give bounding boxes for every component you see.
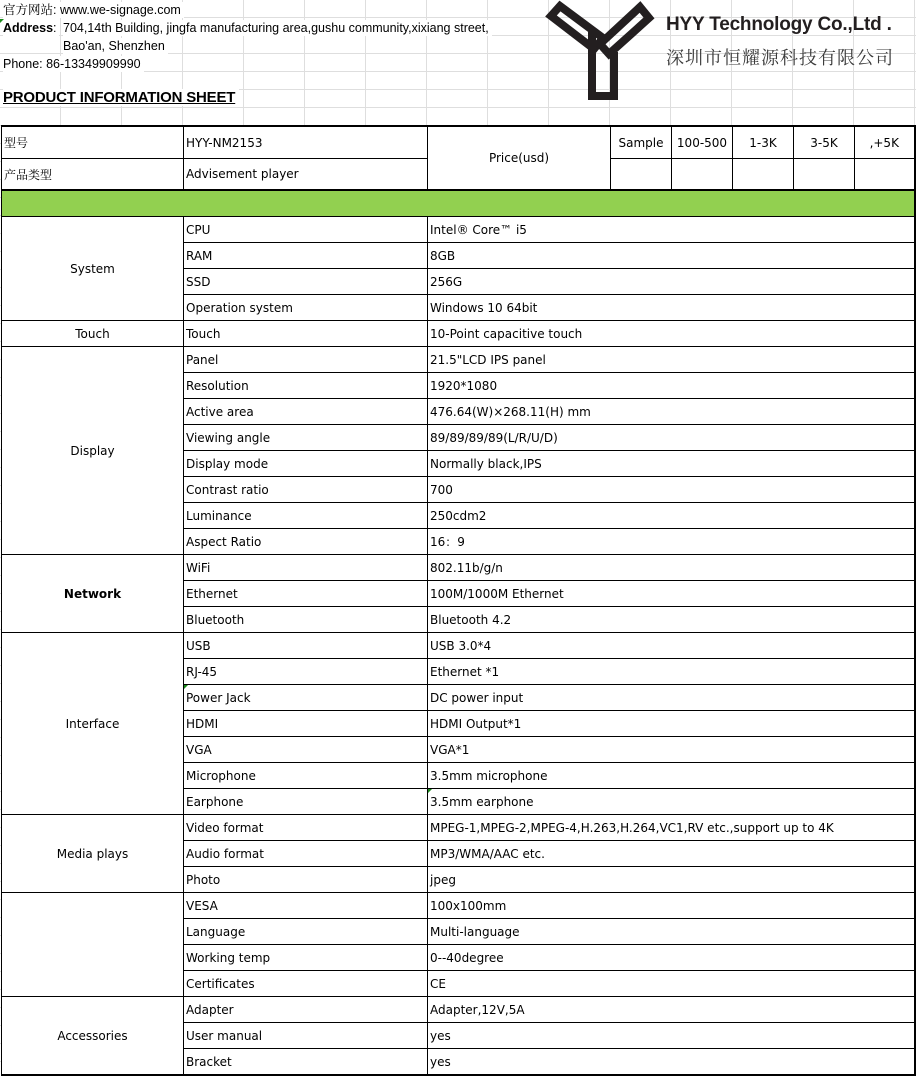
price-cell[interactable]	[794, 159, 855, 191]
spec-name: Language	[184, 919, 428, 945]
spec-value: Multi-language	[428, 919, 915, 945]
model-value: HYY-NM2153	[184, 126, 428, 159]
cell-marker	[184, 685, 188, 689]
spec-row	[2, 997, 915, 1023]
logo-right-link	[600, 7, 649, 54]
spec-name: Photo	[184, 867, 428, 893]
spec-row	[2, 633, 915, 659]
spec-value: 3.5mm microphone	[428, 763, 915, 789]
spec-value: Ethernet *1	[428, 659, 915, 685]
spec-name: RJ-45	[184, 659, 428, 685]
spec-name: HDMI	[184, 711, 428, 737]
spec-value: yes	[428, 1049, 915, 1076]
group-label: System	[2, 217, 184, 321]
price-tier-sample: Sample	[611, 126, 672, 159]
type-label: 产品类型	[2, 159, 184, 191]
spec-name: WiFi	[184, 555, 428, 581]
spec-value: Bluetooth 4.2	[428, 607, 915, 633]
spec-value: MP3/WMA/AAC etc.	[428, 841, 915, 867]
phone: Phone: 86-13349909990	[3, 56, 144, 72]
spec-value: 3.5mm earphone	[428, 789, 915, 815]
spec-value: Adapter,12V,5A	[428, 997, 915, 1023]
price-tier-3-5k: 3-5K	[794, 126, 855, 159]
spec-name: Resolution	[184, 373, 428, 399]
price-tier-1-3k: 1-3K	[733, 126, 794, 159]
spec-value: 476.64(W)×268.11(H) mm	[428, 399, 915, 425]
spec-name: RAM	[184, 243, 428, 269]
spec-name: Contrast ratio	[184, 477, 428, 503]
price-cell[interactable]	[855, 159, 915, 191]
spec-name: USB	[184, 633, 428, 659]
price-label: Price(usd)	[428, 126, 611, 190]
price-cell[interactable]	[672, 159, 733, 191]
spec-name: Viewing angle	[184, 425, 428, 451]
header-row-model	[2, 126, 915, 159]
company-name-cn: 深圳市恒耀源科技有限公司	[666, 48, 894, 68]
group-label: Display	[2, 347, 184, 555]
spec-row	[2, 217, 915, 243]
spec-name: Microphone	[184, 763, 428, 789]
spec-value: 21.5"LCD IPS panel	[428, 347, 915, 373]
spec-value: Normally black,IPS	[428, 451, 915, 477]
cell-marker	[428, 789, 432, 793]
group-label: Network	[2, 555, 184, 633]
spec-name: Video format	[184, 815, 428, 841]
company-name-en: HYY Technology Co.,Ltd .	[666, 14, 892, 35]
spec-name: Touch	[184, 321, 428, 347]
spec-name: VESA	[184, 893, 428, 919]
spec-value: HDMI Output*1	[428, 711, 915, 737]
spec-row	[2, 893, 915, 919]
spec-value: CE	[428, 971, 915, 997]
type-value: Advisement player	[184, 159, 428, 191]
spec-value: yes	[428, 1023, 915, 1049]
page-title: PRODUCT INFORMATION SHEET	[3, 89, 239, 106]
spec-row	[2, 347, 915, 373]
group-label: Media plays	[2, 815, 184, 893]
spec-value: VGA*1	[428, 737, 915, 763]
spec-value: USB 3.0*4	[428, 633, 915, 659]
spec-value: 700	[428, 477, 915, 503]
price-tier-5k-plus: ,+5K	[855, 126, 915, 159]
spec-name: Certificates	[184, 971, 428, 997]
company-logo-icon	[543, 0, 658, 104]
spec-row	[2, 815, 915, 841]
spec-value: 1920*1080	[428, 373, 915, 399]
spec-row	[2, 321, 915, 347]
spec-value: 802.11b/g/n	[428, 555, 915, 581]
spec-name: VGA	[184, 737, 428, 763]
spec-value: 10-Point capacitive touch	[428, 321, 915, 347]
spec-value: DC power input	[428, 685, 915, 711]
section-band	[2, 190, 915, 217]
model-label: 型号	[2, 126, 184, 159]
website-link[interactable]: www.we-signage.com	[59, 3, 181, 17]
group-label: Touch	[2, 321, 184, 347]
spec-name: Working temp	[184, 945, 428, 971]
spec-value: 8GB	[428, 243, 915, 269]
spec-name: Active area	[184, 399, 428, 425]
website-label: 官方网站:	[3, 3, 57, 17]
spec-value: MPEG-1,MPEG-2,MPEG-4,H.263,H.264,VC1,RV etc.,support up to 4K	[428, 815, 915, 841]
spec-value: jpeg	[428, 867, 915, 893]
group-label	[2, 893, 184, 997]
address-line-1: 704,14th Building, jingfa manufacturing area,gushu community,xixiang street,	[63, 20, 492, 36]
spec-name: Ethernet	[184, 581, 428, 607]
spec-name: Earphone	[184, 789, 428, 815]
spec-name: Display mode	[184, 451, 428, 477]
spec-name: SSD	[184, 269, 428, 295]
website-line	[3, 2, 184, 18]
spec-value: 100x100mm	[428, 893, 915, 919]
spec-name: Operation system	[184, 295, 428, 321]
price-cell[interactable]	[733, 159, 794, 191]
spec-name: Audio format	[184, 841, 428, 867]
spec-name: Aspect Ratio	[184, 529, 428, 555]
spec-name: Luminance	[184, 503, 428, 529]
product-sheet-table	[1, 125, 916, 1076]
spec-value: Windows 10 64bit	[428, 295, 915, 321]
spec-name: Power Jack	[184, 685, 428, 711]
spec-name: Bracket	[184, 1049, 428, 1076]
address-separator: :	[53, 21, 57, 35]
address-label-cell	[3, 20, 59, 36]
spec-value: 16：9	[428, 529, 915, 555]
spec-name: User manual	[184, 1023, 428, 1049]
spec-name: Adapter	[184, 997, 428, 1023]
group-label: Accessories	[2, 997, 184, 1076]
spec-value: 89/89/89/89(L/R/U/D)	[428, 425, 915, 451]
section-band-row	[2, 190, 915, 217]
cell-marker	[0, 19, 4, 23]
spec-value: 0--40degree	[428, 945, 915, 971]
address-label: Address	[3, 21, 54, 35]
group-label: Interface	[2, 633, 184, 815]
address-line-2: Bao'an, Shenzhen	[63, 38, 168, 54]
spec-row	[2, 555, 915, 581]
spec-name: Panel	[184, 347, 428, 373]
spec-value: 100M/1000M Ethernet	[428, 581, 915, 607]
spec-value: 256G	[428, 269, 915, 295]
spec-name: Bluetooth	[184, 607, 428, 633]
price-cell[interactable]	[611, 159, 672, 191]
spec-value: Intel® Core™ i5	[428, 217, 915, 243]
price-tier-100-500: 100-500	[672, 126, 733, 159]
spec-name: CPU	[184, 217, 428, 243]
spec-value: 250cdm2	[428, 503, 915, 529]
